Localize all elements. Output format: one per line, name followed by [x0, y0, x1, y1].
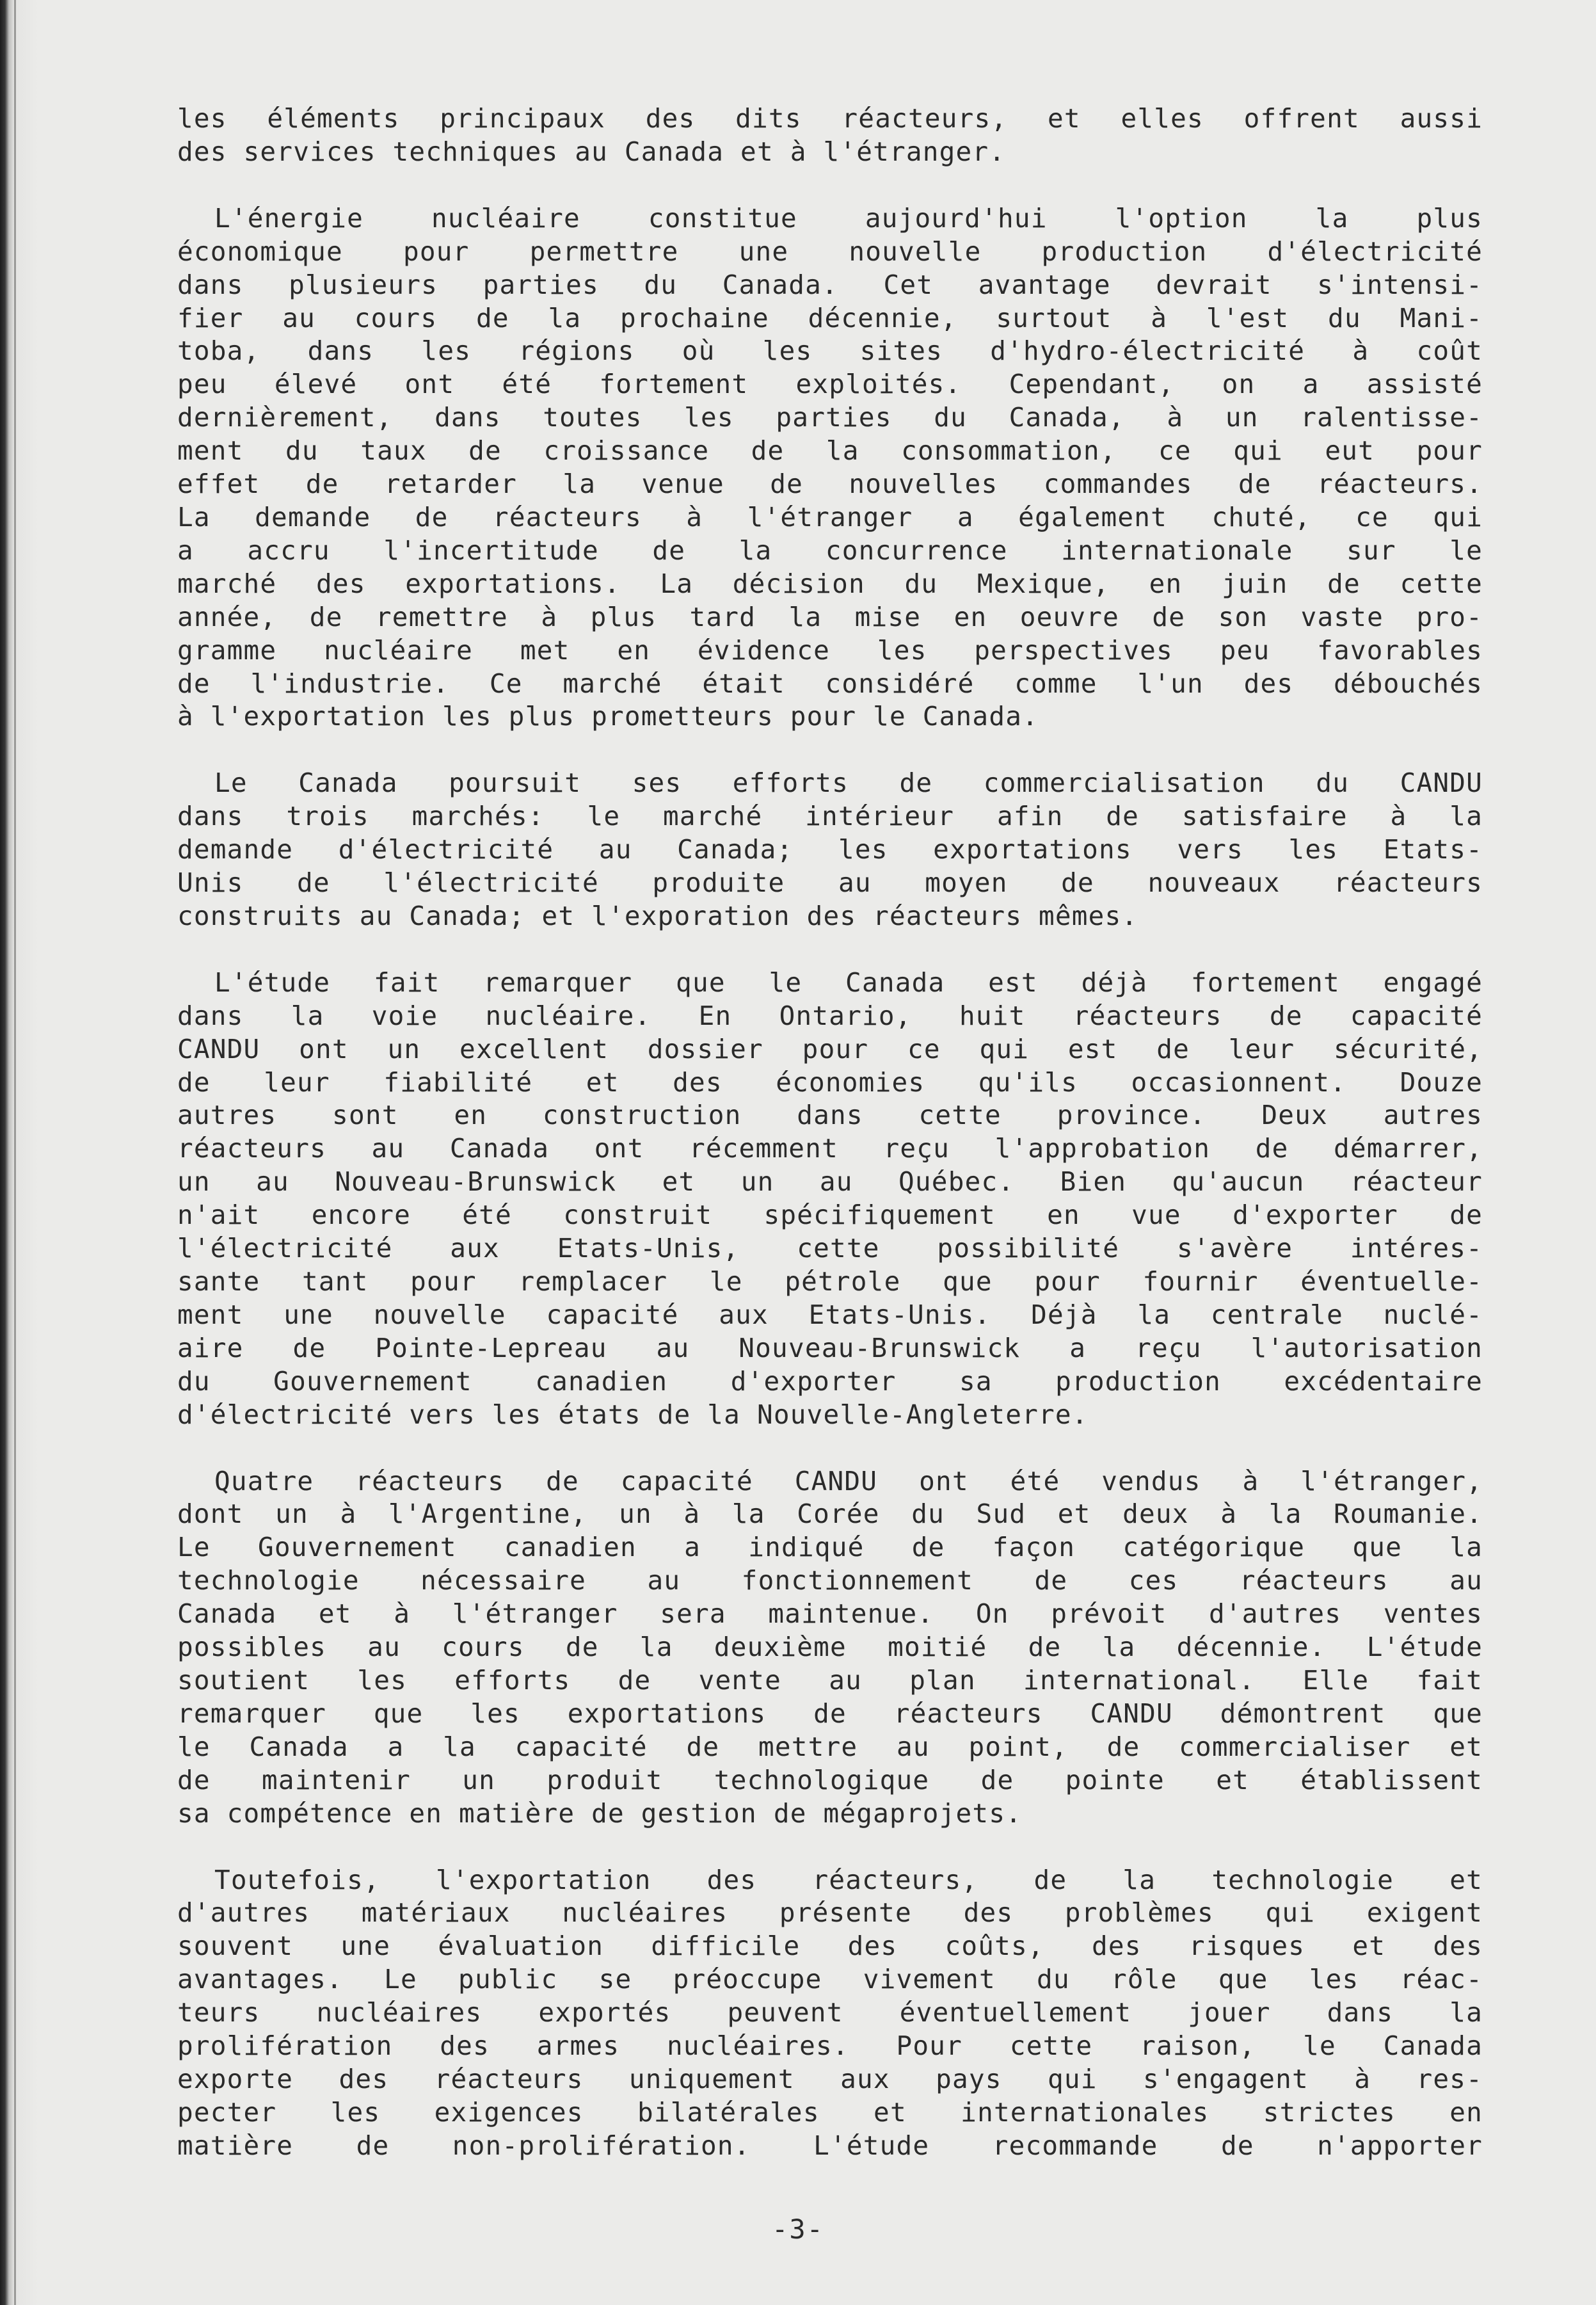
- text-line: à l'exportation les plus prometteurs pour le Canada.: [177, 701, 1039, 732]
- text-line: fier au cours de la prochaine décennie, surtout à l'est du Mani-: [177, 302, 1483, 333]
- paragraph: [177, 767, 1483, 933]
- text-line: remarquer que les exportations de réacteurs CANDU démontrent que: [177, 1698, 1483, 1729]
- binding-edge: [14, 0, 16, 2305]
- text-line: aire de Pointe-Lepreau au Nouveau-Brunswick a reçu l'autorisation: [177, 1332, 1483, 1363]
- text-line: réacteurs au Canada ont récemment reçu l'approbation de démarrer,: [177, 1133, 1483, 1164]
- text-line: économique pour permettre une nouvelle production d'électricité: [177, 236, 1483, 267]
- text-line: construits au Canada; et l'exporation des réacteurs mêmes.: [177, 900, 1138, 931]
- text-line: L'énergie nucléaire constitue aujourd'hui l'option la plus: [214, 202, 1483, 234]
- text-line: Toutefois, l'exportation des réacteurs, de la technologie et: [214, 1864, 1483, 1895]
- text-line: exporte des réacteurs uniquement aux pays qui s'engagent à res-: [177, 2063, 1483, 2094]
- text-line: sa compétence en matière de gestion de mégaprojets.: [177, 1797, 1023, 1829]
- text-line: dans trois marchés: le marché intérieur afin de satisfaire à la: [177, 801, 1483, 832]
- text-line: L'étude fait remarquer que le Canada est déjà fortement engagé: [214, 967, 1483, 998]
- text-line: demande d'électricité au Canada; les exportations vers les Etats-: [177, 834, 1483, 865]
- text-line: toba, dans les régions où les sites d'hydro-électricité à coût: [177, 335, 1483, 367]
- text-line: ment une nouvelle capacité aux Etats-Unis. Déjà la centrale nuclé-: [177, 1299, 1483, 1330]
- text-line: de maintenir un produit technologique de pointe et établissent: [177, 1764, 1483, 1795]
- text-line: d'autres matériaux nucléaires présente des problèmes qui exigent: [177, 1897, 1483, 1929]
- text-line: prolifération des armes nucléaires. Pour cette raison, le Canada: [177, 2030, 1483, 2062]
- text-line: dernièrement, dans toutes les parties du Canada, à un ralentisse-: [177, 402, 1483, 433]
- text-line: sante tant pour remplacer le pétrole que pour fournir éventuelle-: [177, 1266, 1483, 1297]
- text-line: a accru l'incertitude de la concurrence internationale sur le: [177, 534, 1483, 566]
- text-line: d'électricité vers les états de la Nouvelle-Angleterre.: [177, 1399, 1089, 1430]
- text-line: possibles au cours de la deuxième moitié de la décennie. L'étude: [177, 1632, 1483, 1663]
- text-line: n'ait encore été construit spécifiquement en vue d'exporter de: [177, 1200, 1483, 1231]
- text-line: dont un à l'Argentine, un à la Corée du Sud et deux à la Roumanie.: [177, 1498, 1483, 1530]
- paragraph: [177, 1864, 1483, 2163]
- text-line: de l'industrie. Ce marché était considéré comme l'un des débouchés: [177, 668, 1483, 699]
- text-line: un au Nouveau-Brunswick et un au Québec. Bien qu'aucun réacteur: [177, 1166, 1483, 1198]
- paragraph: [177, 202, 1483, 734]
- text-line: de leur fiabilité et des économies qu'ils occasionnent. Douze: [177, 1066, 1483, 1098]
- text-line: les éléments principaux des dits réacteurs, et elles offrent aussi: [177, 103, 1483, 134]
- paragraph: [177, 1465, 1483, 1831]
- text-line: matière de non-prolifération. L'étude recommande de n'apporter: [177, 2130, 1483, 2161]
- text-line: Unis de l'électricité produite au moyen de nouveaux réacteurs: [177, 867, 1483, 899]
- text-line: année, de remettre à plus tard la mise en oeuvre de son vaste pro-: [177, 601, 1483, 632]
- text-line: l'électricité aux Etats-Unis, cette possibilité s'avère intéres-: [177, 1233, 1483, 1264]
- text-line: La demande de réacteurs à l'étranger a également chuté, ce qui: [177, 501, 1483, 533]
- text-line: marché des exportations. La décision du Mexique, en juin de cette: [177, 568, 1483, 599]
- text-line: avantages. Le public se préoccupe vivement du rôle que les réac-: [177, 1964, 1483, 1995]
- paragraph: [177, 102, 1483, 169]
- text-line: pecter les exigences bilatérales et internationales strictes en: [177, 2096, 1483, 2128]
- text-line: Quatre réacteurs de capacité CANDU ont été vendus à l'étranger,: [214, 1465, 1483, 1497]
- text-line: gramme nucléaire met en évidence les perspectives peu favorables: [177, 634, 1483, 666]
- text-line: Le Gouvernement canadien a indiqué de façon catégorique que la: [177, 1532, 1483, 1563]
- text-line: technologie nécessaire au fonctionnement de ces réacteurs au: [177, 1565, 1483, 1596]
- text-line: du Gouvernement canadien d'exporter sa production excédentaire: [177, 1365, 1483, 1397]
- text-line: effet de retarder la venue de nouvelles commandes de réacteurs.: [177, 469, 1483, 500]
- text-line: le Canada a la capacité de mettre au point, de commercialiser et: [177, 1731, 1483, 1762]
- page-number: -3-: [772, 2213, 824, 2245]
- text-line: peu élevé ont été fortement exploités. Cependant, on a assisté: [177, 369, 1483, 400]
- document-body: [177, 102, 1483, 2196]
- text-line: des services techniques au Canada et à l'étranger.: [177, 136, 1006, 167]
- paragraph: [177, 967, 1483, 1432]
- text-line: souvent une évaluation difficile des coûts, des risques et des: [177, 1931, 1483, 1962]
- text-line: teurs nucléaires exportés peuvent éventuellement jouer dans la: [177, 1997, 1483, 2028]
- text-line: dans plusieurs parties du Canada. Cet avantage devrait s'intensi-: [177, 269, 1483, 300]
- text-line: autres sont en construction dans cette province. Deux autres: [177, 1100, 1483, 1131]
- text-line: dans la voie nucléaire. En Ontario, huit réacteurs de capacité: [177, 1000, 1483, 1031]
- text-line: Le Canada poursuit ses efforts de commercialisation du CANDU: [214, 767, 1483, 799]
- text-line: Canada et à l'étranger sera maintenue. On prévoit d'autres ventes: [177, 1598, 1483, 1630]
- text-line: CANDU ont un excellent dossier pour ce qui est de leur sécurité,: [177, 1033, 1483, 1064]
- text-line: soutient les efforts de vente au plan international. Elle fait: [177, 1664, 1483, 1696]
- text-line: ment du taux de croissance de la consommation, ce qui eut pour: [177, 435, 1483, 467]
